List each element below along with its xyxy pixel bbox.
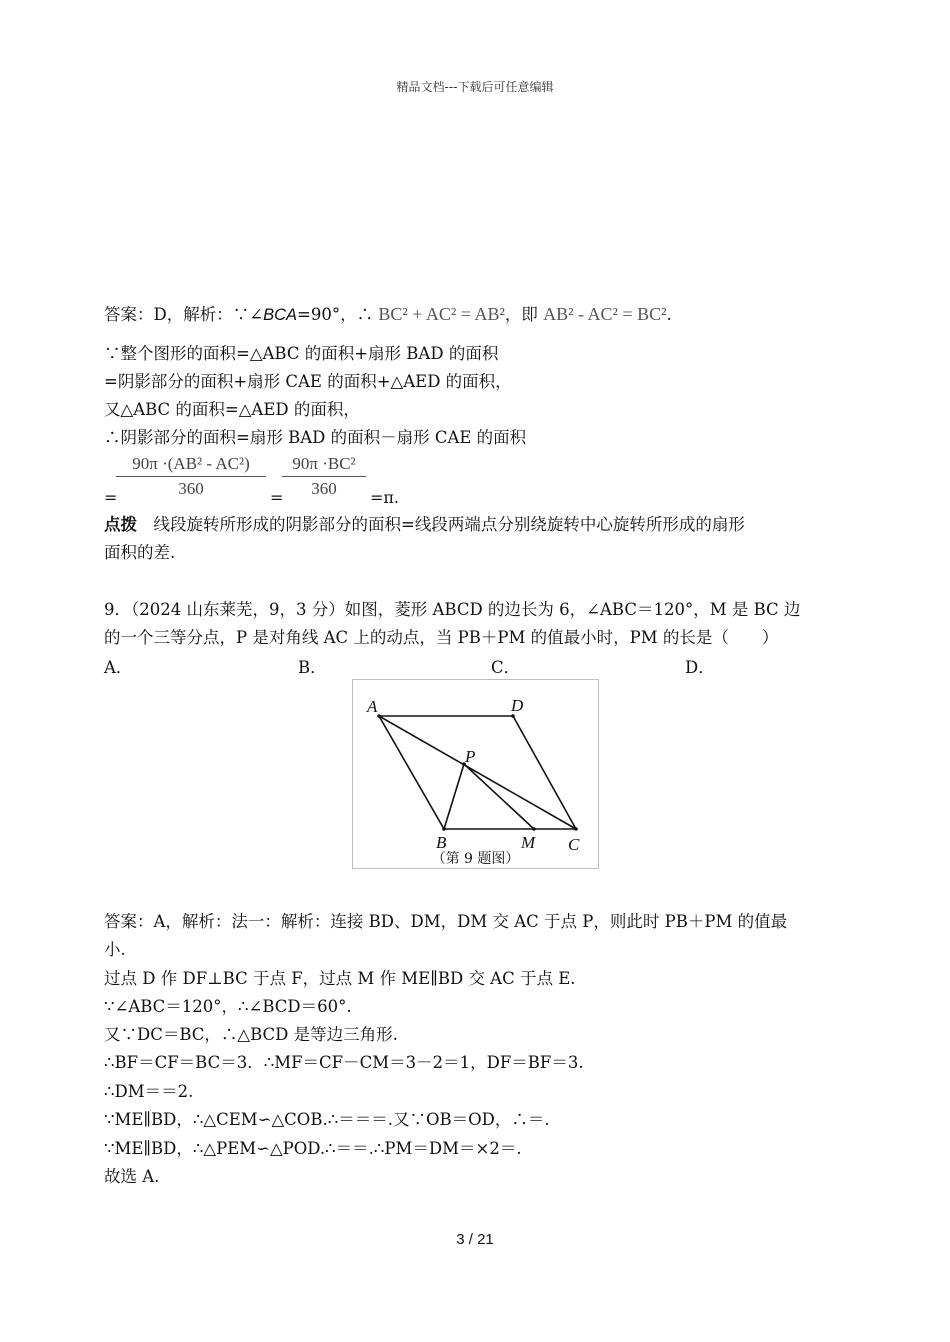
point-b-dot: [442, 827, 446, 831]
answer-1-line: [104, 303, 672, 326]
tip-label: 点拨: [104, 515, 137, 534]
equals-sign-1: =: [104, 488, 118, 507]
page-header: 精品文档---下载后可任意编辑: [396, 80, 554, 94]
tip-text-1: 线段旋转所形成的阴影部分的面积=线段两端点分别绕旋转中心旋转所形成的扇形: [137, 515, 745, 534]
tip-line-1: [104, 514, 745, 536]
answer-2-line-2: 小.: [104, 940, 126, 959]
segment-pb: [444, 764, 464, 829]
angle-bca: BCA: [263, 306, 297, 324]
figure-box: [352, 679, 599, 869]
answer-2-line-1: 答案：A，解析：法一：解析：连接 BD、DM，DM 交 AC 于点 P，则此时 PB＋PM 的值最: [104, 912, 788, 931]
answer-1-ji: ，即: [504, 305, 538, 324]
fraction-1-denominator: 360: [178, 479, 204, 498]
solution-line-3: 又△ABC 的面积=△AED 的面积，: [104, 400, 360, 419]
figure-caption: （第 9 题图）: [431, 851, 520, 867]
question-9-line-1: 9．（2024 山东莱芜，9，3 分）如图，菱形 ABCD 的边长为 6，∠ABC＝120°，M 是 BC 边: [104, 600, 801, 619]
question-9-line-2: 的一个三等分点，P 是对角线 AC 上的动点，当 PB＋PM 的值最小时，PM 的长是（ ）: [104, 628, 779, 647]
answer-2-line-9: ∵ME∥BD，∴△PEM∽△POD.∴＝＝.∴PM＝DM＝×2＝.: [104, 1139, 522, 1158]
answer-2-line-8: ∵ME∥BD，∴△CEM∽△COB.∴＝＝＝.又∵OB＝OD，∴＝.: [104, 1110, 550, 1129]
option-d: D．: [685, 658, 715, 677]
equals-sign-2: =: [270, 488, 284, 507]
answer-2-line-4: ∵∠ABC＝120°，∴∠BCD＝60°.: [104, 997, 352, 1016]
fraction-2: [282, 454, 366, 499]
diagonal-ac: [379, 716, 576, 829]
segment-ba: [379, 716, 444, 829]
solution-line-1: ∵整个图形的面积=△ABC 的面积+扇形 BAD 的面积: [104, 344, 499, 363]
point-c-dot: [574, 827, 578, 831]
solution-line-2: =阴影部分的面积+扇形 CAE 的面积+△AED 的面积，: [104, 372, 512, 391]
segment-dc: [513, 716, 576, 829]
option-c: C．: [491, 658, 521, 677]
answer-2-line-3: 过点 D 作 DF⊥BC 于点 F，过点 M 作 ME∥BD 交 AC 于点 E.: [104, 969, 576, 988]
segment-pm: [464, 764, 534, 829]
answer-2-line-5: 又∵DC＝BC，∴△BCD 是等边三角形.: [104, 1025, 398, 1044]
solution-line-4: ∴阴影部分的面积=扇形 BAD 的面积－扇形 CAE 的面积: [104, 428, 527, 447]
label-c: C: [568, 835, 580, 854]
fraction-1-numerator: 90π ·(AB² - AC²): [132, 454, 250, 473]
formula-pythagoras: BC² + AC² = AB²: [378, 304, 505, 324]
tip-line-2: 面积的差.: [104, 543, 176, 562]
answer-2-line-10: 故选 A.: [104, 1167, 160, 1186]
answer-1-dot: .: [666, 305, 672, 324]
label-b: B: [436, 833, 447, 852]
point-m-dot: [532, 827, 536, 831]
rhombus-figure: [353, 680, 598, 868]
label-m: M: [521, 833, 536, 852]
label-p: P: [465, 747, 476, 766]
formula-rearranged: AB² - AC² = BC²: [543, 304, 667, 324]
point-a-dot: [377, 714, 381, 718]
fraction-1: [116, 454, 266, 499]
option-a: A．: [104, 658, 133, 677]
fraction-2-denominator: 360: [311, 479, 337, 498]
fraction-result: =π.: [370, 488, 400, 507]
answer-1-eq90: =90°，∴: [297, 305, 374, 324]
option-b: B．: [298, 658, 327, 677]
answer-1-prefix: 答案：D，解析：∵∠: [104, 305, 264, 324]
answer-2-line-7: ∴DM＝＝2.: [104, 1082, 194, 1101]
answer-2-line-6: ∴BF＝CF＝BC＝3．∴MF＝CF－CM＝3－2＝1，DF＝BF＝3.: [104, 1053, 584, 1072]
fraction-2-numerator: 90π ·BC²: [292, 454, 356, 473]
label-d: D: [511, 696, 524, 715]
label-a: A: [367, 697, 378, 716]
page-number: 3 / 21: [456, 1231, 494, 1248]
